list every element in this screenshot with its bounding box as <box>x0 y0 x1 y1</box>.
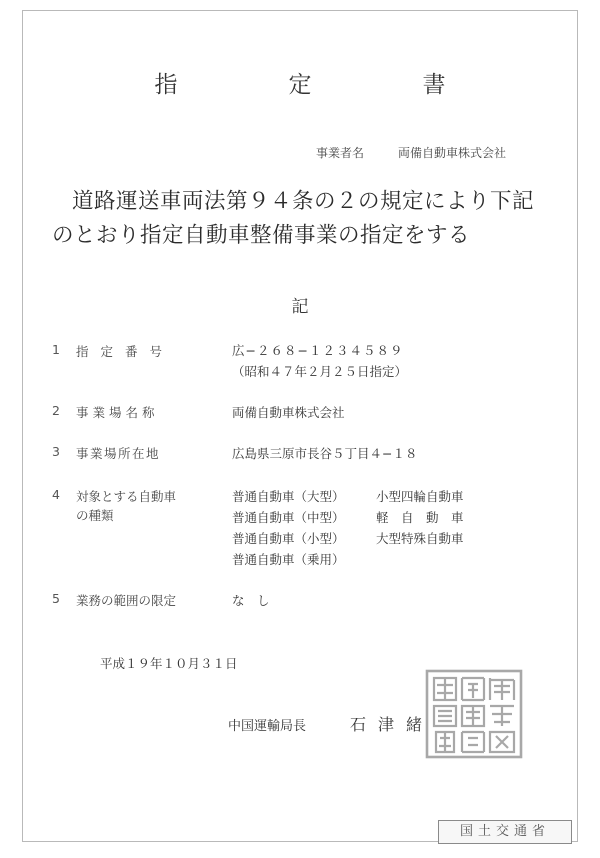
issuer-title: 中国運輸局長 <box>228 719 307 734</box>
item-label-vehicle-types: 対象とする自動車 <box>76 489 177 504</box>
scope-limitation: な し <box>232 593 270 608</box>
ministry-stamp: 国土交通省 <box>438 820 572 844</box>
item-label-scope-limitation: 業務の範囲の限定 <box>76 593 177 608</box>
issuer-name: 石津緒 <box>350 715 435 734</box>
item-number: 5 <box>52 591 60 606</box>
item-number: 2 <box>52 403 60 418</box>
business-name: 両備自動車株式会社 <box>232 405 345 420</box>
vehicle-type: 小型四輪自動車 <box>376 489 464 504</box>
body-line-1: 道路運送車両法第９４条の２の規定により下記 <box>72 189 535 214</box>
item-label-business-location: 事業場所在地 <box>76 446 161 461</box>
body-line-2: のとおり指定自動車整備事業の指定をする <box>52 223 471 248</box>
operator-name: 両備自動車株式会社 <box>398 146 507 160</box>
item-number: 3 <box>52 444 60 459</box>
designation-date: （昭和４７年２月２５日指定） <box>232 364 408 379</box>
vehicle-type: 普通自動車（大型） <box>232 489 345 504</box>
ki-heading: 記 <box>291 297 309 317</box>
item-number: 4 <box>52 487 60 502</box>
item-label-designation-number: 指定番号 <box>76 344 175 359</box>
vehicle-type: 普通自動車（小型） <box>232 531 345 546</box>
document-title: 指 定 書 <box>154 72 490 98</box>
business-location: 広島県三原市長谷５丁目４−１８ <box>232 446 418 461</box>
vehicle-type: 普通自動車（中型） <box>232 510 345 525</box>
issue-date: 平成１９年１０月３１日 <box>100 656 238 671</box>
vehicle-type: 大型特殊自動車 <box>376 531 464 546</box>
official-seal-icon <box>424 668 524 760</box>
item-label-business-name: 事業場名称 <box>76 405 159 420</box>
item-number: 1 <box>52 342 60 357</box>
vehicle-type: 軽 自 動 車 <box>376 510 464 525</box>
designation-number: 広−２６８−１２３４５８９ <box>232 343 404 358</box>
item-label-vehicle-types-2: の種類 <box>76 508 114 523</box>
operator-label: 事業者名 <box>316 146 365 160</box>
vehicle-type: 普通自動車（乗用） <box>232 552 345 567</box>
